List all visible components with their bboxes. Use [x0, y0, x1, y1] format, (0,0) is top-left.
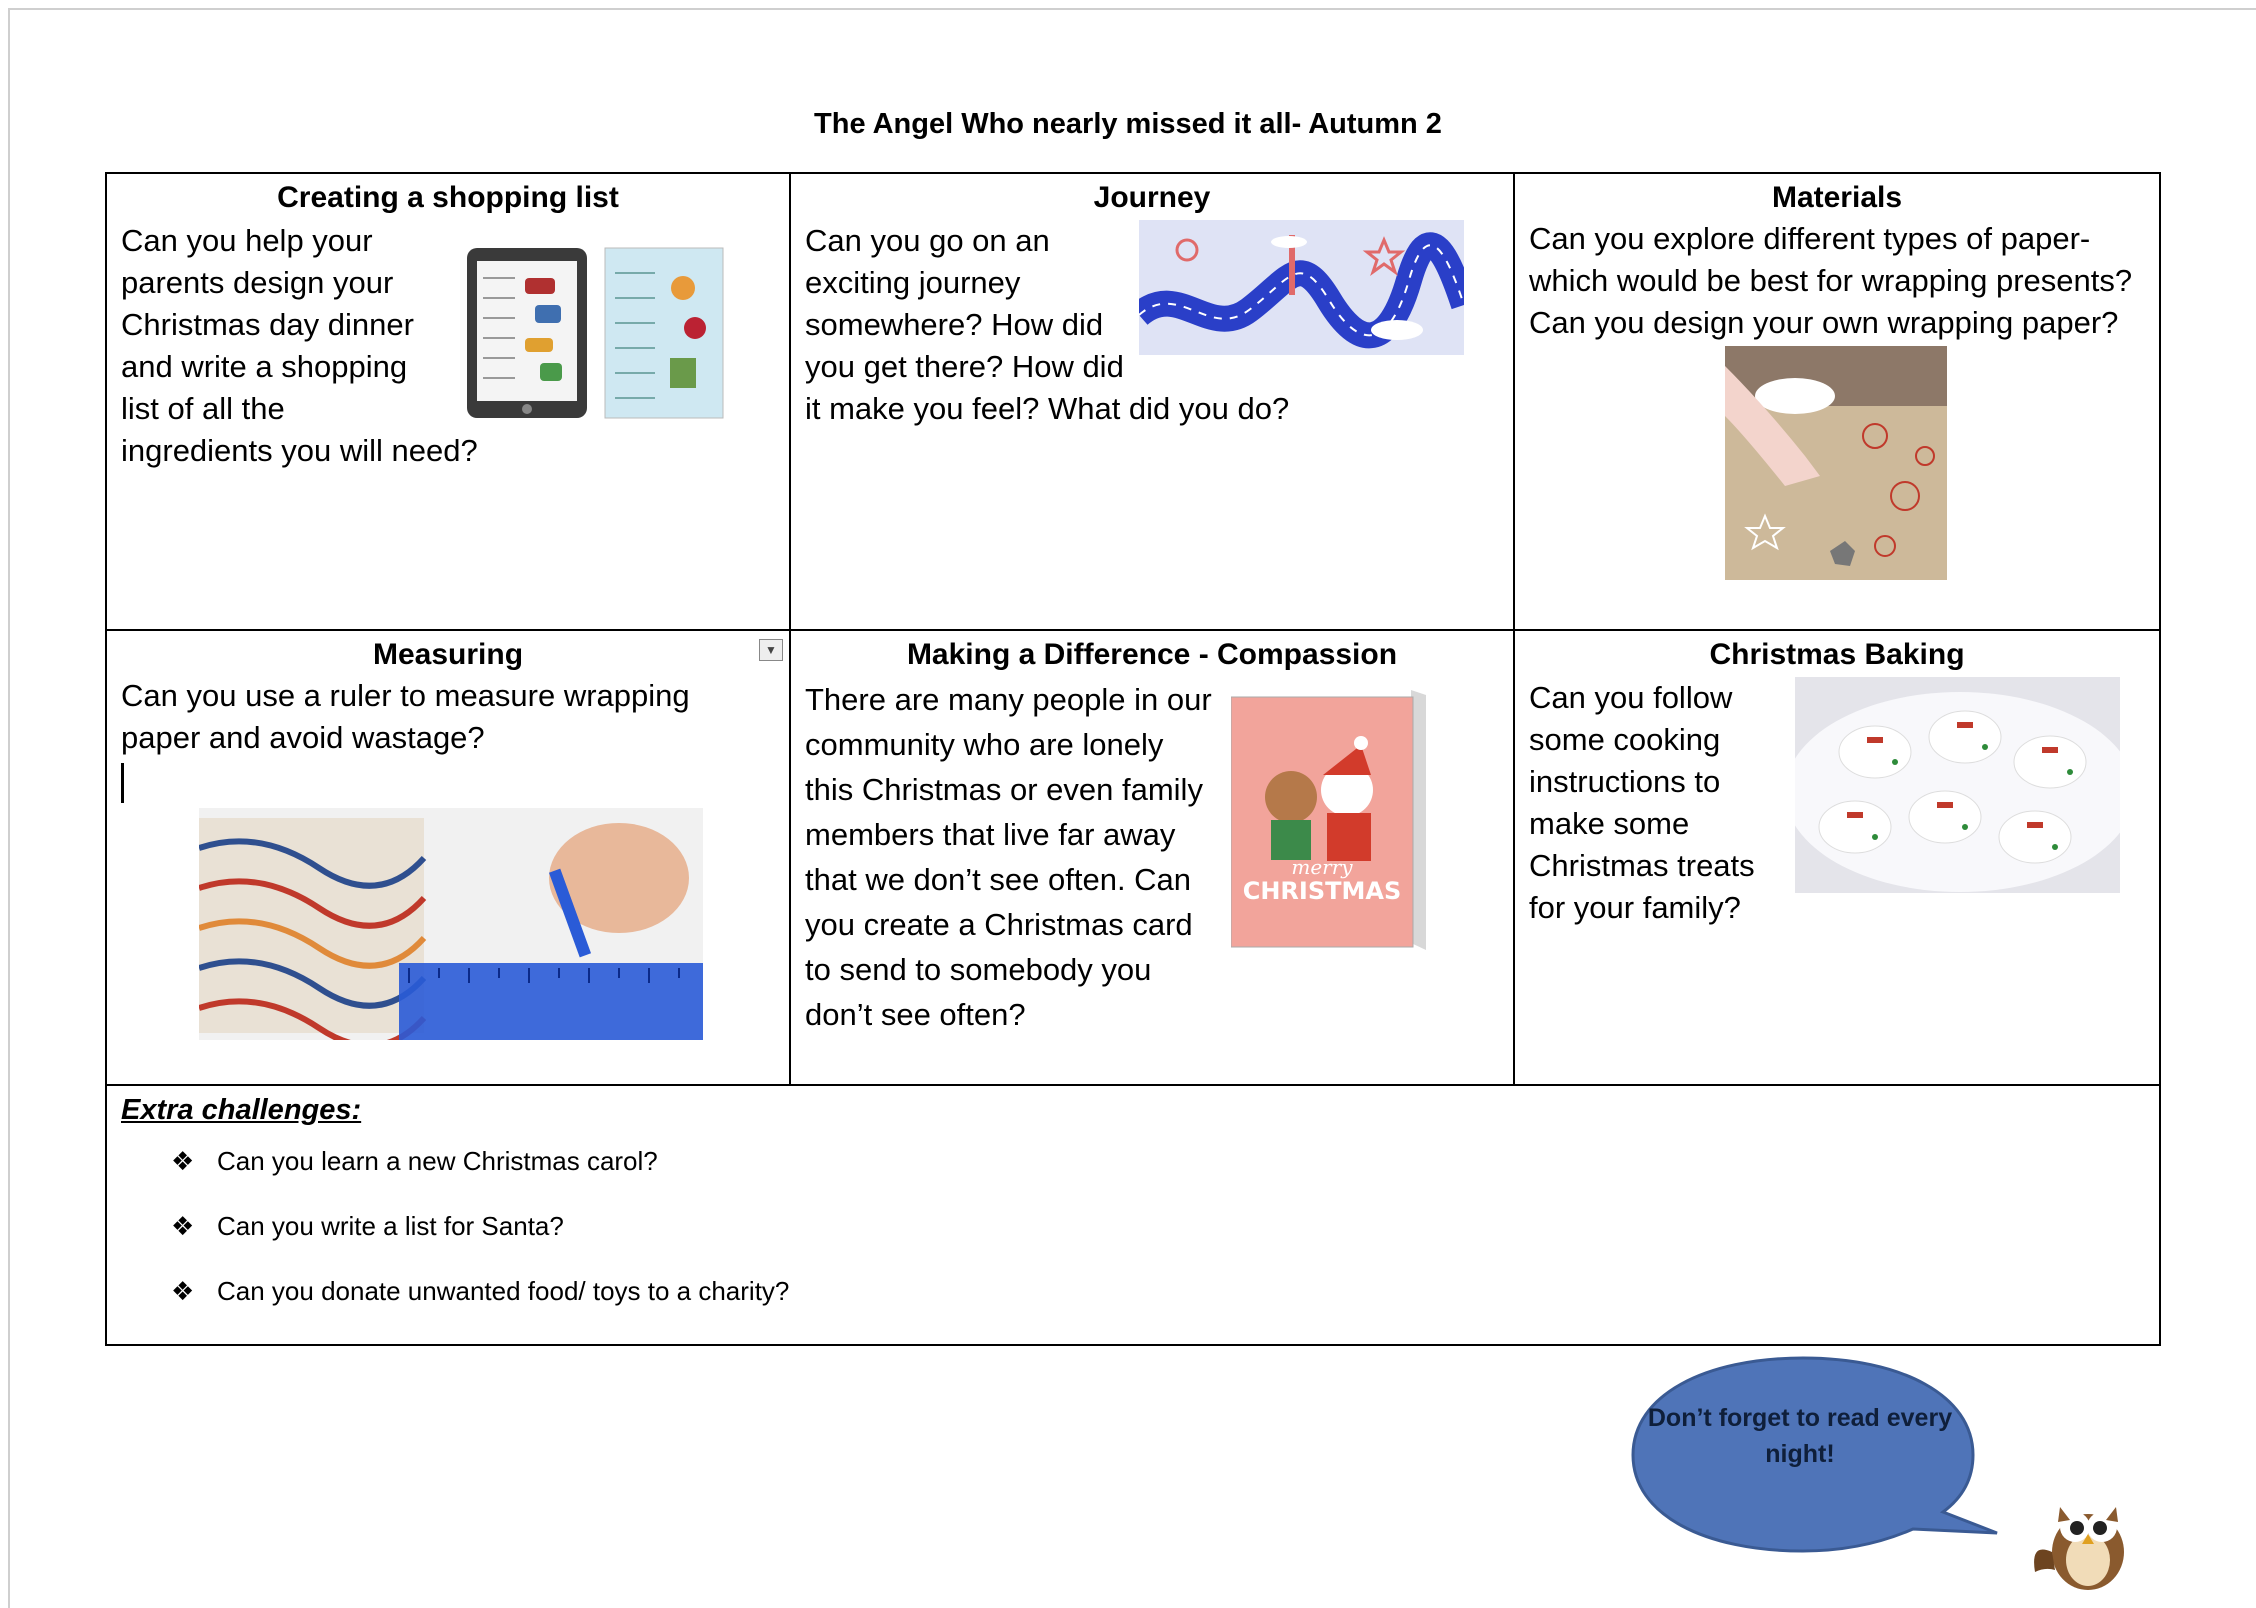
- cell-journey: [790, 173, 1514, 630]
- cell-title-journey: Journey: [1093, 181, 1211, 214]
- activity-grid: [105, 172, 2161, 1346]
- card-script: merry: [1291, 855, 1353, 879]
- diamond-bullet-icon: ❖: [171, 1211, 195, 1241]
- measuring-text: Can you use a ruler to measure wrapping paper and avoid wastage?: [121, 678, 690, 755]
- extra-challenges-section: [106, 1085, 2160, 1345]
- cell-title-materials: Materials: [1771, 181, 1903, 214]
- chevron-down-icon[interactable]: ▼: [759, 639, 783, 661]
- card-graphic: [1231, 685, 1431, 950]
- shopping-list-image: [455, 243, 725, 423]
- shopping-text: Can you help your parents design your Christmas day dinner and write a shopping list of all the ingredients you will need?: [121, 223, 478, 468]
- compassion-text: There are many people in our community who are lonely this Christmas or even family members that live far away that we don’t see often. Can you create a Christmas card to send to somebody you don’t see often?: [805, 682, 1212, 1032]
- extra-challenges-title: Extra challenges:: [121, 1094, 362, 1126]
- list-item-text: Can you write a list for Santa?: [217, 1211, 564, 1241]
- owl-icon: [2030, 1482, 2140, 1592]
- card-caption: CHRISTMAS: [1242, 877, 1402, 905]
- list-item-text: Can you donate unwanted food/ toys to a charity?: [217, 1276, 790, 1306]
- list-item-text: Can you learn a new Christmas carol?: [217, 1146, 658, 1176]
- christmas-card-image: [1231, 685, 1431, 950]
- cell-materials: [1514, 173, 2160, 630]
- cell-compassion: [790, 630, 1514, 1085]
- document-title: The Angel Who nearly missed it all- Autumn 2: [814, 108, 1442, 140]
- journey-map-image: [1139, 220, 1464, 355]
- baking-text: Can you follow some cooking instructions to make some Christmas treats for your family?: [1529, 680, 1755, 925]
- cell-shopping-list: [106, 173, 790, 630]
- cell-title-baking: Christmas Baking: [1709, 638, 1965, 671]
- list-item: [171, 1143, 2145, 1179]
- cell-measuring: [106, 630, 790, 1085]
- list-item: [171, 1208, 2145, 1244]
- list-item: [171, 1273, 2145, 1309]
- diamond-bullet-icon: ❖: [171, 1276, 195, 1306]
- extra-challenges-list: [121, 1143, 2145, 1309]
- journey-text: Can you go on an exciting journey somewhere? How did you get there? How did it make you feel? What did you do?: [805, 223, 1290, 426]
- cell-title-shopping: Creating a shopping list: [277, 181, 619, 214]
- materials-text: Can you explore different types of paper- which would be best for wrapping presents? Can you design your own wrapping paper?: [1529, 221, 2133, 340]
- diamond-bullet-icon: ❖: [171, 1146, 195, 1176]
- text-cursor: [121, 763, 124, 803]
- wrapping-paper-photo: [1725, 346, 1947, 580]
- bubble-text: Don’t forget to read every night!: [1647, 1404, 1953, 1468]
- cell-title-compassion: Making a Difference - Compassion: [906, 638, 1398, 671]
- cell-title-measuring: Measuring: [372, 638, 524, 671]
- christmas-baking-photo: [1795, 677, 2120, 893]
- cell-baking: [1514, 630, 2160, 1085]
- ruler-measuring-photo: [199, 808, 703, 1040]
